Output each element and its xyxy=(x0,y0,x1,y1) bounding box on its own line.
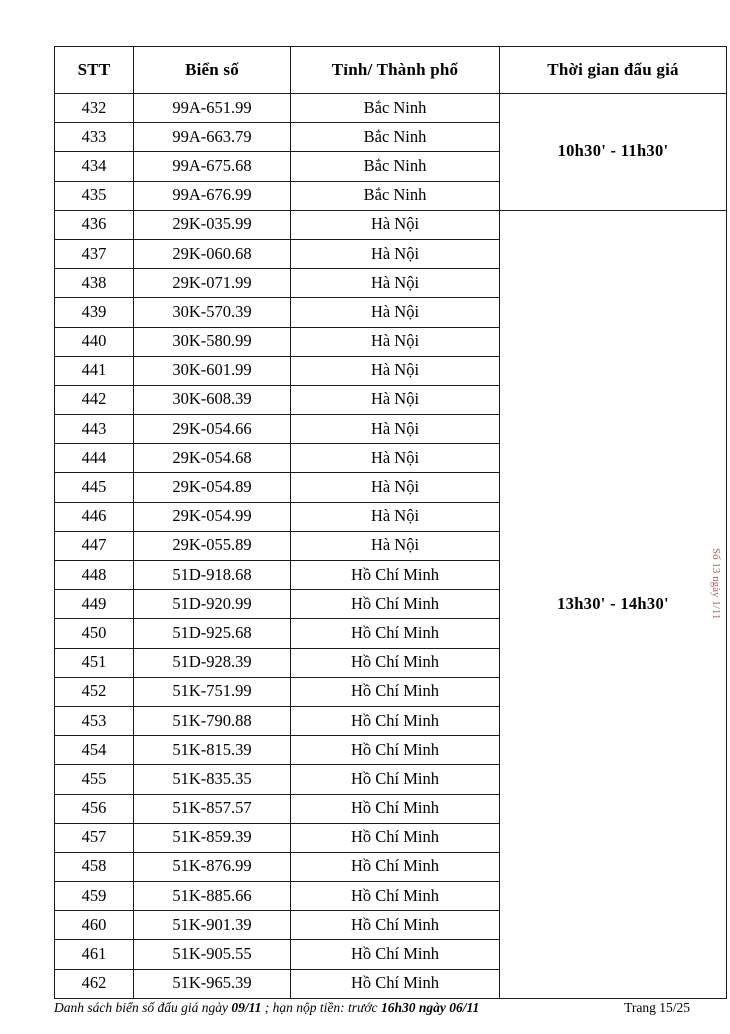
cell-province: Hồ Chí Minh xyxy=(291,706,500,735)
cell-plate-number: 29K-035.99 xyxy=(134,210,291,239)
page-number: Trang 15/25 xyxy=(624,1000,690,1015)
footer-note-part1: Danh sách biển số đấu giá ngày xyxy=(54,1000,232,1015)
cell-province: Hồ Chí Minh xyxy=(291,940,500,969)
cell-province: Hà Nội xyxy=(291,327,500,356)
cell-stt: 461 xyxy=(55,940,134,969)
cell-plate-number: 51K-901.39 xyxy=(134,911,291,940)
cell-stt: 443 xyxy=(55,415,134,444)
cell-plate-number: 51K-751.99 xyxy=(134,677,291,706)
cell-stt: 453 xyxy=(55,706,134,735)
cell-stt: 448 xyxy=(55,561,134,590)
cell-auction-time: 13h30' - 14h30' xyxy=(500,210,727,998)
cell-plate-number: 51K-790.88 xyxy=(134,706,291,735)
cell-stt: 433 xyxy=(55,123,134,152)
cell-plate-number: 51K-815.39 xyxy=(134,736,291,765)
cell-province: Hồ Chí Minh xyxy=(291,561,500,590)
cell-province: Hà Nội xyxy=(291,269,500,298)
cell-province: Hồ Chí Minh xyxy=(291,969,500,998)
cell-plate-number: 51K-857.57 xyxy=(134,794,291,823)
cell-stt: 462 xyxy=(55,969,134,998)
cell-province: Hồ Chí Minh xyxy=(291,677,500,706)
cell-stt: 447 xyxy=(55,531,134,560)
cell-stt: 440 xyxy=(55,327,134,356)
footer-note-part2: ; hạn nộp tiền: trước xyxy=(261,1000,381,1015)
cell-plate-number: 29K-054.99 xyxy=(134,502,291,531)
cell-plate-number: 51K-859.39 xyxy=(134,823,291,852)
table-row xyxy=(55,94,727,123)
cell-province: Hồ Chí Minh xyxy=(291,823,500,852)
column-header-auction-time: Thời gian đấu giá xyxy=(500,47,727,94)
footer-note xyxy=(54,1000,479,1016)
table-header xyxy=(55,47,727,94)
cell-stt: 457 xyxy=(55,823,134,852)
cell-stt: 459 xyxy=(55,882,134,911)
cell-province: Hồ Chí Minh xyxy=(291,619,500,648)
cell-stt: 444 xyxy=(55,444,134,473)
auction-table xyxy=(54,46,727,999)
table-header-row xyxy=(55,47,727,94)
cell-stt: 441 xyxy=(55,356,134,385)
cell-plate-number: 30K-601.99 xyxy=(134,356,291,385)
cell-stt: 445 xyxy=(55,473,134,502)
cell-province: Hồ Chí Minh xyxy=(291,794,500,823)
cell-plate-number: 29K-071.99 xyxy=(134,269,291,298)
cell-province: Hồ Chí Minh xyxy=(291,590,500,619)
cell-stt: 446 xyxy=(55,502,134,531)
page-footer xyxy=(54,1000,690,1016)
cell-plate-number: 30K-580.99 xyxy=(134,327,291,356)
cell-plate-number: 99A-651.99 xyxy=(134,94,291,123)
table-body xyxy=(55,94,727,999)
cell-plate-number: 29K-054.89 xyxy=(134,473,291,502)
cell-province: Hà Nội xyxy=(291,531,500,560)
cell-stt: 442 xyxy=(55,385,134,414)
cell-stt: 438 xyxy=(55,269,134,298)
cell-plate-number: 29K-055.89 xyxy=(134,531,291,560)
cell-stt: 456 xyxy=(55,794,134,823)
cell-stt: 458 xyxy=(55,852,134,881)
cell-plate-number: 51D-920.99 xyxy=(134,590,291,619)
cell-plate-number: 30K-570.39 xyxy=(134,298,291,327)
cell-stt: 451 xyxy=(55,648,134,677)
cell-stt: 435 xyxy=(55,181,134,210)
cell-province: Bắc Ninh xyxy=(291,152,500,181)
cell-plate-number: 30K-608.39 xyxy=(134,385,291,414)
cell-stt: 460 xyxy=(55,911,134,940)
cell-province: Hồ Chí Minh xyxy=(291,648,500,677)
cell-province: Hà Nội xyxy=(291,356,500,385)
cell-province: Hồ Chí Minh xyxy=(291,882,500,911)
cell-province: Hồ Chí Minh xyxy=(291,911,500,940)
cell-plate-number: 51K-905.55 xyxy=(134,940,291,969)
cell-province: Hồ Chí Minh xyxy=(291,765,500,794)
cell-stt: 436 xyxy=(55,210,134,239)
cell-plate-number: 51D-925.68 xyxy=(134,619,291,648)
cell-stt: 439 xyxy=(55,298,134,327)
cell-stt: 437 xyxy=(55,239,134,268)
cell-province: Hà Nội xyxy=(291,444,500,473)
column-header-stt: STT xyxy=(55,47,134,94)
footer-note-deadline: 16h30 ngày 06/11 xyxy=(380,1000,480,1015)
cell-plate-number: 51K-835.35 xyxy=(134,765,291,794)
auction-table-container xyxy=(54,46,690,999)
column-header-plate: Biển số xyxy=(134,47,291,94)
margin-handwritten-note: Số 13 ngày 1/11 xyxy=(710,548,722,620)
cell-plate-number: 99A-675.68 xyxy=(134,152,291,181)
cell-stt: 434 xyxy=(55,152,134,181)
cell-province: Hà Nội xyxy=(291,415,500,444)
cell-plate-number: 29K-060.68 xyxy=(134,239,291,268)
column-header-province: Tỉnh/ Thành phố xyxy=(291,47,500,94)
cell-province: Hà Nội xyxy=(291,385,500,414)
cell-stt: 449 xyxy=(55,590,134,619)
cell-stt: 452 xyxy=(55,677,134,706)
cell-plate-number: 51K-885.66 xyxy=(134,882,291,911)
cell-plate-number: 51D-928.39 xyxy=(134,648,291,677)
cell-plate-number: 51K-965.39 xyxy=(134,969,291,998)
cell-auction-time: 10h30' - 11h30' xyxy=(500,94,727,211)
cell-province: Hồ Chí Minh xyxy=(291,736,500,765)
cell-stt: 450 xyxy=(55,619,134,648)
cell-province: Hà Nội xyxy=(291,239,500,268)
cell-plate-number: 99A-663.79 xyxy=(134,123,291,152)
cell-province: Bắc Ninh xyxy=(291,123,500,152)
cell-province: Hà Nội xyxy=(291,298,500,327)
cell-stt: 455 xyxy=(55,765,134,794)
footer-note-date: 09/11 xyxy=(231,1000,262,1015)
cell-province: Bắc Ninh xyxy=(291,181,500,210)
cell-province: Hà Nội xyxy=(291,473,500,502)
cell-plate-number: 29K-054.68 xyxy=(134,444,291,473)
cell-plate-number: 51D-918.68 xyxy=(134,561,291,590)
cell-plate-number: 51K-876.99 xyxy=(134,852,291,881)
cell-stt: 454 xyxy=(55,736,134,765)
cell-stt: 432 xyxy=(55,94,134,123)
cell-plate-number: 29K-054.66 xyxy=(134,415,291,444)
cell-province: Hà Nội xyxy=(291,210,500,239)
cell-province: Hồ Chí Minh xyxy=(291,852,500,881)
table-row xyxy=(55,210,727,239)
cell-province: Hà Nội xyxy=(291,502,500,531)
cell-province: Bắc Ninh xyxy=(291,94,500,123)
cell-plate-number: 99A-676.99 xyxy=(134,181,291,210)
